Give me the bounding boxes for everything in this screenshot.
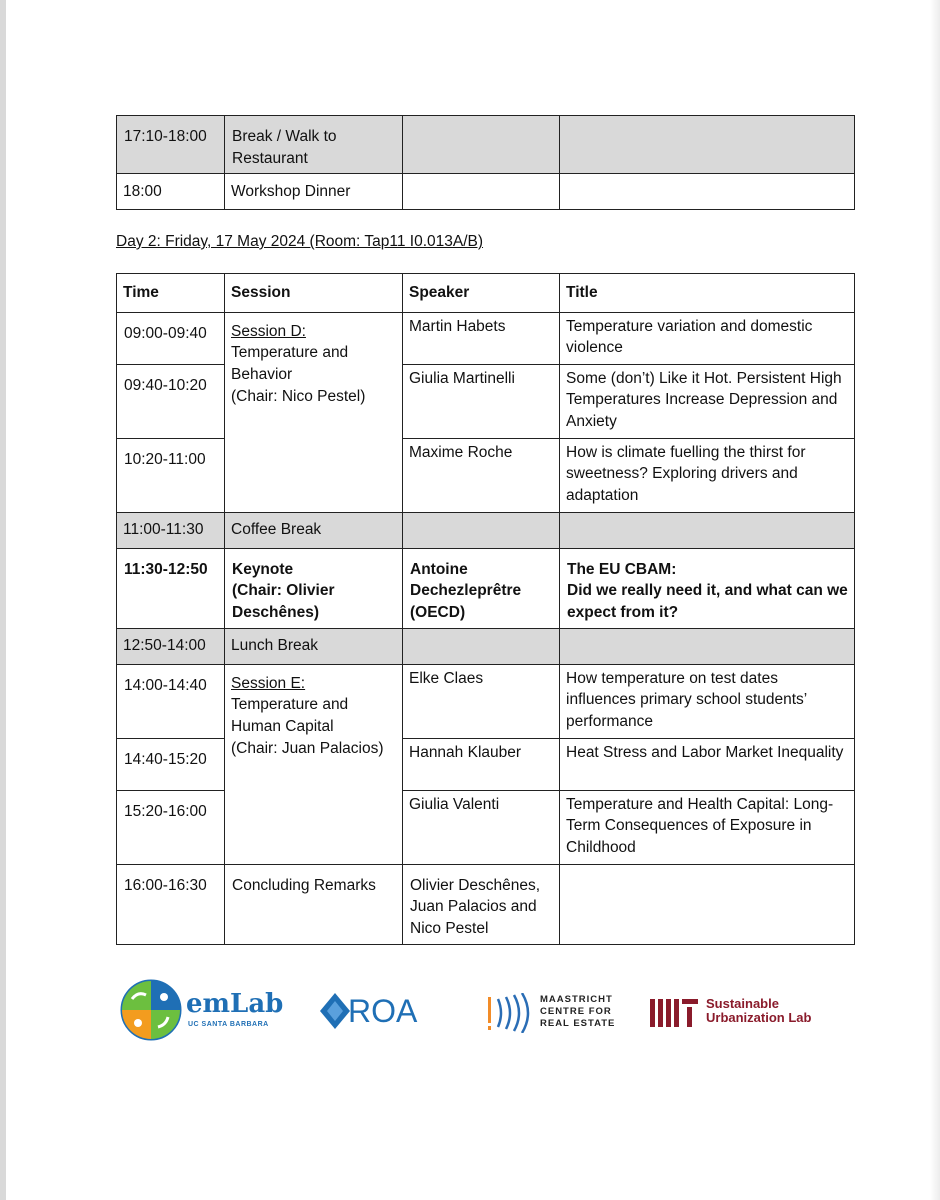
speaker-cell <box>403 512 560 548</box>
session-e-chair: (Chair: Juan Palacios) <box>231 739 384 757</box>
table-row <box>117 312 855 364</box>
table-row <box>117 864 855 944</box>
mit-line2: Urbanization Lab <box>706 1010 812 1025</box>
session-cell: Break / Walk to Restaurant <box>225 116 403 174</box>
session-cell: Workshop Dinner <box>225 174 403 210</box>
keynote-title-line2: Did we really need it, and what can we expect from it? <box>567 582 848 622</box>
page-edge-left <box>0 0 6 1200</box>
keynote-session-cell <box>225 548 403 628</box>
title-cell: Some (don’t) Like it Hot. Persistent High Temperatures Increase Depression and Anxiety <box>560 364 855 438</box>
title-cell <box>560 116 855 174</box>
session-cell: Concluding Remarks <box>225 864 403 944</box>
mit-line1: Sustainable <box>706 996 779 1011</box>
keynote-label: Keynote <box>232 560 294 578</box>
title-cell: Temperature and Health Capital: Long-Term Consequences of Exposure in Childhood <box>560 790 855 864</box>
session-d-chair: (Chair: Nico Pestel) <box>231 387 366 405</box>
title-cell <box>560 512 855 548</box>
mcre-signal-icon <box>486 993 532 1033</box>
table-row <box>117 628 855 664</box>
title-cell: Temperature variation and domestic violence <box>560 312 855 364</box>
speaker-cell <box>403 174 560 210</box>
mcre-line2: CENTRE FOR <box>540 1006 612 1017</box>
time-cell: 14:00-14:40 <box>117 664 225 738</box>
mcre-line1: MAASTRICHT <box>540 994 613 1005</box>
mcre-line3: REAL ESTATE <box>540 1018 616 1029</box>
time-cell: 17:10-18:00 <box>117 116 225 174</box>
time-cell: 09:40-10:20 <box>117 364 225 438</box>
table-row <box>117 664 855 738</box>
roa-diamond-icon <box>320 993 350 1029</box>
session-d-topic: Temperature and Behavior <box>231 344 349 384</box>
time-cell: 14:40-15:20 <box>117 738 225 790</box>
session-e-topic: Temperature and Human Capital <box>231 696 349 736</box>
mcre-text <box>540 994 615 1030</box>
title-cell: How temperature on test dates influences primary school students’ performance <box>560 664 855 738</box>
speaker-cell <box>403 116 560 174</box>
title-cell <box>560 174 855 210</box>
day1-end-table <box>116 115 855 210</box>
time-cell: 12:50-14:00 <box>117 628 225 664</box>
title-cell: Heat Stress and Labor Market Inequality <box>560 738 855 790</box>
time-cell: 11:00-11:30 <box>117 512 225 548</box>
time-cell: 11:30-12:50 <box>117 548 225 628</box>
keynote-speaker-cell <box>403 548 560 628</box>
time-cell: 18:00 <box>117 174 225 210</box>
mit-sul-text <box>706 997 811 1025</box>
title-cell <box>560 628 855 664</box>
speaker-cell: Giulia Martinelli <box>403 364 560 438</box>
header-session: Session <box>225 274 403 313</box>
session-cell: Lunch Break <box>225 628 403 664</box>
session-d-cell <box>225 312 403 512</box>
table-row <box>117 512 855 548</box>
title-cell <box>560 864 855 944</box>
header-title: Title <box>560 274 855 313</box>
keynote-title-cell <box>560 548 855 628</box>
title-cell: How is climate fuelling the thirst for sweetness? Exploring drivers and adaptation <box>560 438 855 512</box>
keynote-row <box>117 548 855 628</box>
session-e-cell <box>225 664 403 864</box>
sponsor-logos <box>116 975 856 1055</box>
session-d-name: Session D: <box>231 322 306 340</box>
speaker-cell: Hannah Klauber <box>403 738 560 790</box>
keynote-affiliation: (OECD) <box>410 604 466 622</box>
table-row <box>117 174 855 210</box>
emlab-logo <box>120 977 284 1045</box>
header-time: Time <box>117 274 225 313</box>
time-cell: 16:00-16:30 <box>117 864 225 944</box>
keynote-title-line1: The EU CBAM: <box>567 560 677 578</box>
session-e-name: Session E: <box>231 674 306 692</box>
time-cell: 10:20-11:00 <box>117 438 225 512</box>
header-row <box>117 274 855 313</box>
speaker-cell: Elke Claes <box>403 664 560 738</box>
day2-schedule-table <box>116 273 855 945</box>
speaker-cell: Maxime Roche <box>403 438 560 512</box>
speaker-cell: Olivier Deschênes, Juan Palacios and Nico Pestel <box>403 864 560 944</box>
emlab-name: emLab <box>186 989 284 1019</box>
mit-sul-logo <box>650 997 850 1033</box>
emlab-sub: UC SANTA BARBARA <box>188 1021 269 1028</box>
table-row <box>117 116 855 174</box>
header-speaker: Speaker <box>403 274 560 313</box>
speaker-cell: Martin Habets <box>403 312 560 364</box>
session-cell: Coffee Break <box>225 512 403 548</box>
keynote-chair: (Chair: Olivier Deschênes) <box>232 582 335 622</box>
speaker-cell: Giulia Valenti <box>403 790 560 864</box>
mcre-logo <box>486 991 626 1035</box>
roa-name: ROA <box>348 993 418 1029</box>
time-cell: 09:00-09:40 <box>117 312 225 364</box>
roa-logo <box>320 993 430 1033</box>
keynote-speaker: Antoine Dechezleprêtre <box>410 560 522 600</box>
day2-heading: Day 2: Friday, 17 May 2024 (Room: Tap11 I0.013A/B) <box>116 233 484 250</box>
speaker-cell <box>403 628 560 664</box>
emlab-globe-icon <box>120 977 182 1043</box>
mit-mark-icon <box>650 999 698 1027</box>
time-cell: 15:20-16:00 <box>117 790 225 864</box>
page-edge-right <box>930 0 940 1200</box>
